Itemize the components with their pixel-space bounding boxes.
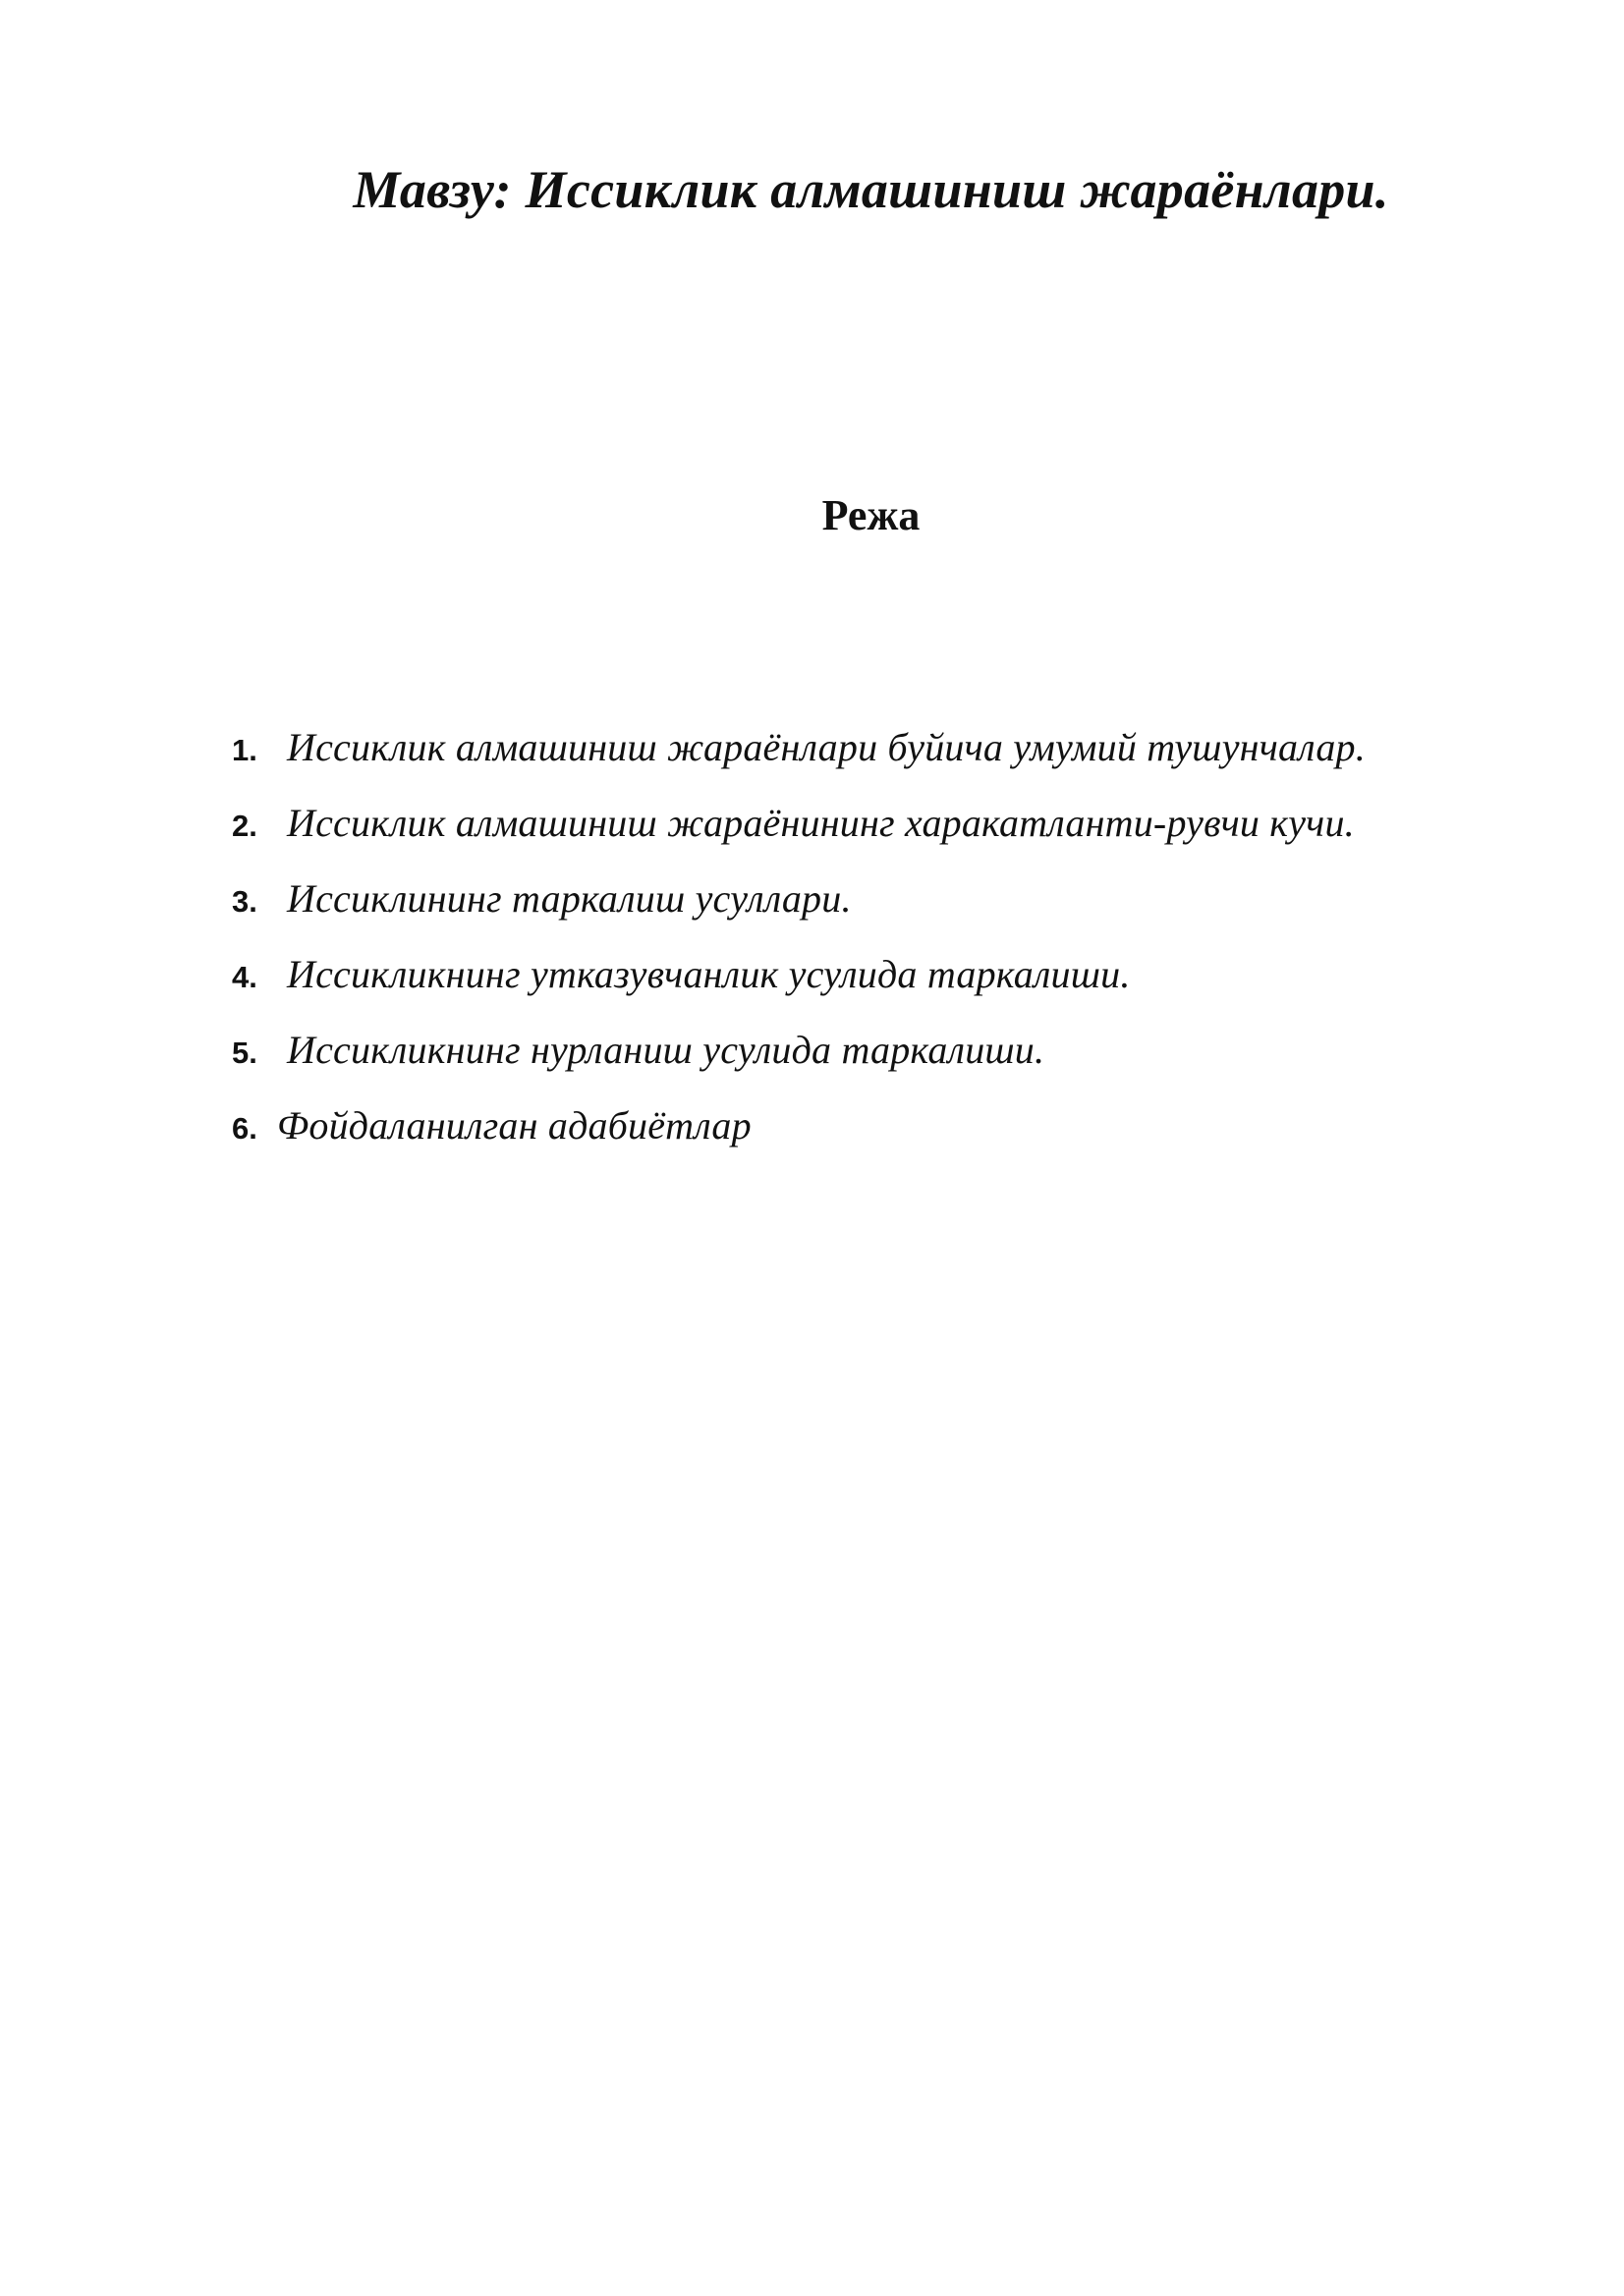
page-title: Мавзу: Иссиклик алмашиниш жараёнлари. — [353, 160, 1389, 219]
plan-item-text: Иссиклик алмашиниш жараёнлари буйича умумий тушунчалар. — [287, 725, 1366, 769]
plan-item-number: 4. — [232, 960, 257, 994]
plan-list — [232, 716, 1366, 1170]
plan-item-text: Иссикликнинг утказувчанлик усулида таркалиши. — [287, 952, 1131, 996]
plan-item-text: Иссиклининг таркалиш усуллари. — [287, 876, 852, 921]
plan-item-3 — [232, 868, 1366, 943]
plan-item-text: Иссиклик алмашиниш жараёнининг харакатланти-рувчи кучи. — [287, 801, 1355, 845]
plan-item-number: 5. — [232, 1036, 257, 1070]
plan-item-2 — [232, 792, 1366, 868]
plan-item-number: 3. — [232, 884, 257, 919]
plan-item-number: 6. — [232, 1111, 257, 1146]
plan-item-text: Фойдаланилган адабиётлар — [277, 1103, 752, 1148]
plan-item-1 — [232, 716, 1366, 792]
plan-heading: Режа — [821, 491, 921, 539]
plan-item-6 — [232, 1094, 1366, 1170]
plan-item-number: 2. — [232, 809, 257, 843]
plan-item-4 — [232, 943, 1366, 1019]
plan-item-5 — [232, 1019, 1366, 1094]
plan-item-text: Иссикликнинг нурланиш усулида таркалиши. — [287, 1028, 1045, 1072]
plan-item-number: 1. — [232, 733, 257, 767]
